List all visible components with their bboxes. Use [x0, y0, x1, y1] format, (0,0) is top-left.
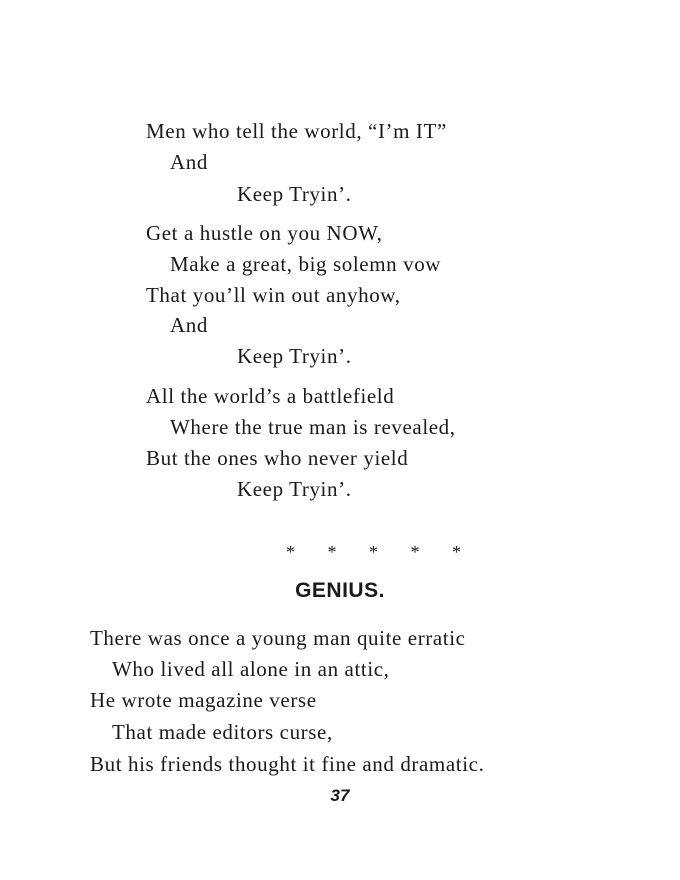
- verse-line: Where the true man is revealed,: [170, 415, 456, 439]
- verse-line-refrain: Keep Tryin’.: [237, 182, 352, 206]
- verse-line: And: [170, 313, 208, 337]
- verse-line: But the ones who never yield: [146, 446, 409, 470]
- verse-line-refrain: Keep Tryin’.: [237, 477, 352, 501]
- limerick-line: But his friends thought it fine and dramatic.: [90, 752, 485, 776]
- section-separator: * * * * *: [286, 542, 475, 562]
- section-title: GENIUS.: [295, 579, 385, 602]
- limerick-line: That made editors curse,: [112, 720, 333, 744]
- page-number: 37: [330, 786, 350, 805]
- verse-line: Get a hustle on you NOW,: [146, 221, 383, 245]
- limerick-line: There was once a young man quite erratic: [90, 626, 466, 650]
- verse-line-refrain: Keep Tryin’.: [237, 344, 352, 368]
- limerick-line: Who lived all alone in an attic,: [112, 657, 390, 681]
- verse-line: Men who tell the world, “I’m IT”: [146, 119, 447, 143]
- verse-line: That you’ll win out anyhow,: [146, 283, 401, 307]
- verse-line: Make a great, big solemn vow: [170, 252, 442, 276]
- verse-line: And: [170, 150, 208, 174]
- verse-line: All the world’s a battlefield: [146, 384, 395, 408]
- limerick-line: He wrote magazine verse: [90, 688, 317, 712]
